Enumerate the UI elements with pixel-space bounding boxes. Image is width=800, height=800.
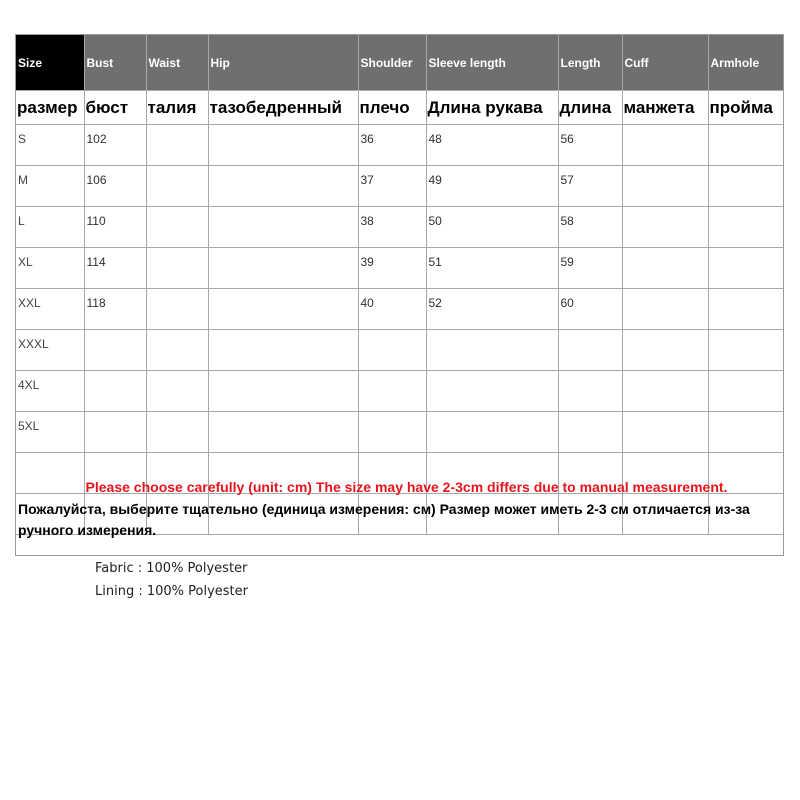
size-row [16,289,783,330]
header-row-russian-cell: длина [558,91,622,125]
header-row-russian-cell: тазобедренный [208,91,358,125]
size-row-cell [146,125,208,166]
size-row-cell [146,248,208,289]
size-row-cell [708,248,783,289]
size-row-cell: M [16,166,84,207]
size-row-cell [708,166,783,207]
size-row-cell [622,412,708,453]
size-row-cell: 5XL [16,412,84,453]
size-row-cell [622,330,708,371]
size-row-cell [622,248,708,289]
size-row [16,207,783,248]
size-row-cell [622,166,708,207]
size-row-cell [358,330,426,371]
size-row-cell [622,207,708,248]
size-row-cell [358,412,426,453]
size-row-cell: 36 [358,125,426,166]
size-row-cell [708,207,783,248]
size-row-cell [426,412,558,453]
header-row-russian-cell: плечо [358,91,426,125]
size-row-cell [358,371,426,412]
size-row-cell: 102 [84,125,146,166]
header-row-russian-cell: талия [146,91,208,125]
size-row-cell: 57 [558,166,622,207]
size-row-cell [146,289,208,330]
measurement-notice [16,463,783,541]
size-row [16,330,783,371]
size-row-cell [208,412,358,453]
size-row [16,412,783,453]
size-chart [15,34,784,556]
notice-english: Please choose carefully (unit: cm) The size may have 2-3cm differs due to manual measurement. [85,479,728,495]
size-row-cell: XXXL [16,330,84,371]
size-row-cell: 51 [426,248,558,289]
size-row-cell [146,371,208,412]
size-row-cell [708,412,783,453]
size-row-cell [558,412,622,453]
size-row-cell: 37 [358,166,426,207]
header-row-russian [16,91,783,125]
notice-russian: Пожалуйста, выберите тщательно (единица измерения: см) Размер может иметь 2-3 см отличается из-за ручного измерения. [18,501,750,538]
size-row-cell [146,166,208,207]
size-row-cell: XL [16,248,84,289]
size-row-cell: S [16,125,84,166]
size-row [16,248,783,289]
header-row-russian-cell: Длина рукава [426,91,558,125]
header-row-russian-cell: манжета [622,91,708,125]
header-row-english [16,35,783,91]
size-row-cell [708,330,783,371]
fabric-label: Fabric : 100% Polyester [95,561,248,576]
size-row-cell: 58 [558,207,622,248]
size-row-cell [84,330,146,371]
size-row-cell: 110 [84,207,146,248]
header-row-english-cell: Bust [84,35,146,91]
size-row-cell [146,330,208,371]
size-row-cell: 118 [84,289,146,330]
size-row-cell [558,330,622,371]
size-row-cell: 48 [426,125,558,166]
size-row-cell [208,125,358,166]
size-row-cell [84,371,146,412]
header-row-english-cell: Armhole [708,35,783,91]
header-row-russian-cell: размер [16,91,84,125]
size-row-cell: XXL [16,289,84,330]
size-row-cell: 49 [426,166,558,207]
header-row-russian-cell: бюст [84,91,146,125]
size-row-cell: 52 [426,289,558,330]
size-table [16,35,783,535]
size-row-cell: 59 [558,248,622,289]
size-row-cell: 39 [358,248,426,289]
size-row-cell: 60 [558,289,622,330]
size-row-cell [622,371,708,412]
header-row-english-cell: Waist [146,35,208,91]
size-row-cell: 4XL [16,371,84,412]
header-row-english-cell: Length [558,35,622,91]
size-row-cell [208,371,358,412]
header-row-english-cell: Cuff [622,35,708,91]
size-row-cell [708,371,783,412]
size-row-cell: 40 [358,289,426,330]
lining-label: Lining : 100% Polyester [95,584,248,599]
header-row-english-cell: Shoulder [358,35,426,91]
size-row-cell [208,289,358,330]
size-row-cell [208,166,358,207]
size-row-cell: L [16,207,84,248]
header-row-russian-cell: пройма [708,91,783,125]
size-row-cell [146,412,208,453]
size-row-cell: 106 [84,166,146,207]
size-row-cell [208,330,358,371]
size-row-cell [208,248,358,289]
size-row-cell [558,371,622,412]
size-row-cell [622,125,708,166]
size-row-cell: 56 [558,125,622,166]
size-row-cell [426,330,558,371]
size-row-cell [208,207,358,248]
size-row-cell [708,125,783,166]
header-row-english-cell: Sleeve length [426,35,558,91]
size-row-cell [84,412,146,453]
size-row-cell [708,289,783,330]
header-row-english-cell: Size [16,35,84,91]
size-row-cell [426,371,558,412]
size-row-cell [622,289,708,330]
header-row-english-cell: Hip [208,35,358,91]
size-row [16,371,783,412]
size-row [16,125,783,166]
size-row-cell: 50 [426,207,558,248]
size-row-cell [146,207,208,248]
size-row-cell: 38 [358,207,426,248]
size-row-cell: 114 [84,248,146,289]
size-row [16,166,783,207]
